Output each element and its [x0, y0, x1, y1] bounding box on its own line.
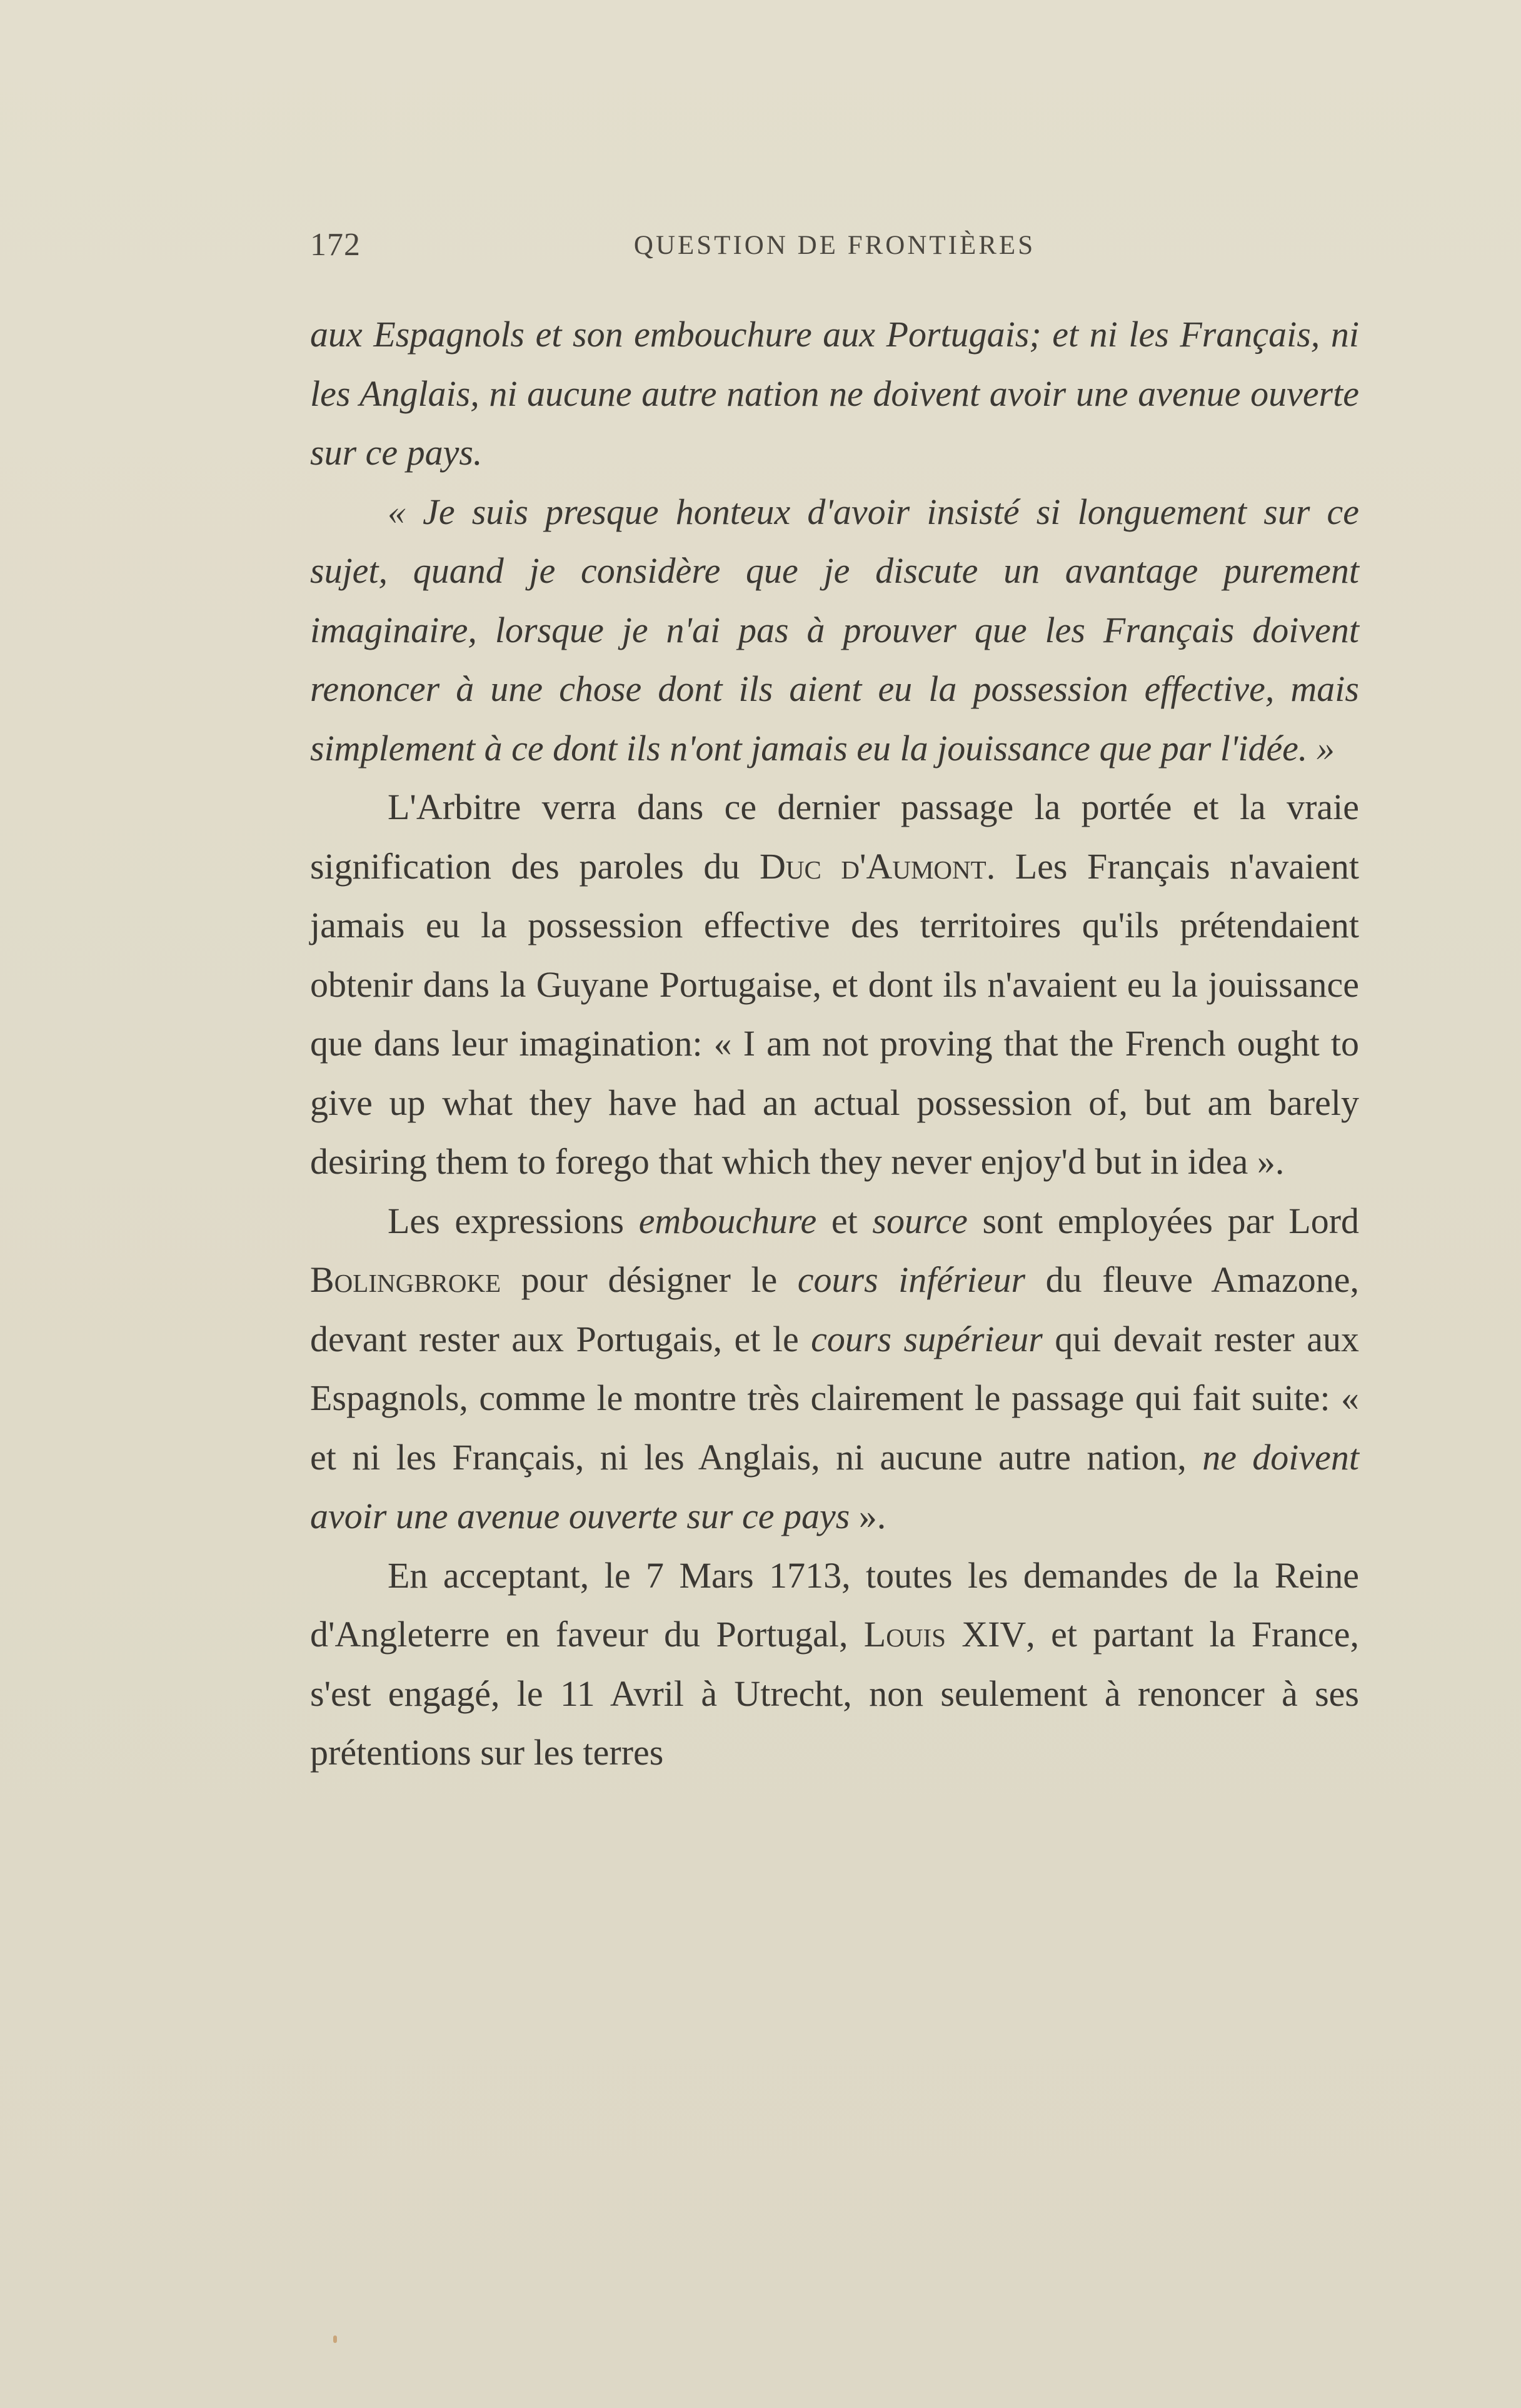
italic-term: embouchure — [638, 1200, 817, 1241]
text-run: du fleuve Amazone, devant rester aux Portugais, et le — [310, 1259, 1359, 1359]
person-name: Bolingbroke — [310, 1259, 501, 1300]
running-title: QUESTION DE FRONTIÈRES — [633, 231, 1036, 260]
text-run: et — [816, 1200, 873, 1241]
text-run: . Les Français n'avaient jamais eu la possession effective des territoires qu'ils prétendaient obtenir dans la Guyane Portugaise, et dont ils n'avaient eu la jouissance que dans leur imagination: « I am not proving that the French ought to give up what they have had an actual possession of, but am barely desiring them to forego that which they never enjoy'd but in idea ». — [310, 845, 1360, 1182]
italic-quote: ne doivent avoir une avenue ouverte sur ce pays — [310, 1436, 1359, 1536]
person-name: Duc d'Aumont — [760, 845, 986, 887]
italic-term: cours supérieur — [811, 1318, 1043, 1359]
paper-speck — [333, 2335, 337, 2343]
person-name: Louis XIV — [863, 1614, 1027, 1655]
running-head — [310, 226, 1359, 270]
quoted-paragraph: « Je suis presque honteux d'avoir insisté si longuement sur ce sujet, quand je considère que je discute un avantage purement imaginaire, lorsque je n'ai pas à prouver que les Français doivent renoncer à une chose dont ils aient eu la possession effective, mais simplement à ce dont ils n'ont jamais eu la jouissance que par l'idée. » — [310, 491, 1359, 768]
text-run: ». — [850, 1496, 886, 1536]
quoted-paragraph: aux Espagnols et son embouchure aux Portugais; et ni les Français, ni les Anglais, ni aucune autre nation ne doivent avoir une avenue ouverte sur ce pays. — [310, 314, 1359, 473]
paragraph-arbitre — [310, 778, 1359, 1192]
italic-term: cours inférieur — [797, 1259, 1026, 1300]
text-run: En acceptant, le 7 Mars 1713, toutes les demandes de la Reine d'Angleterre en faveur du Portugal, — [310, 1554, 1359, 1655]
text-run: L'Arbitre verra dans ce dernier passage la portée et la vraie signification des paroles du — [310, 787, 1359, 887]
paragraph-en-acceptant — [310, 1546, 1359, 1783]
text-run: Les expressions — [388, 1200, 639, 1241]
text-run: qui devait rester aux Espagnols, comme le montre très clairement le passage qui fait suite: « et ni les Français, ni les Anglais, ni aucune autre nation, — [310, 1318, 1359, 1478]
page-number: 172 — [310, 227, 361, 263]
text-run: sont employées par Lord — [967, 1200, 1360, 1241]
italic-term: source — [872, 1200, 968, 1241]
body-text — [310, 305, 1359, 1783]
text-run: , et partant la France, s'est engagé, le 11 Avril à Utrecht, non seulement à renoncer à ses prétentions sur les terres — [310, 1614, 1359, 1773]
paragraph-expressions — [310, 1192, 1359, 1546]
text-run: pour désigner le — [501, 1259, 798, 1300]
